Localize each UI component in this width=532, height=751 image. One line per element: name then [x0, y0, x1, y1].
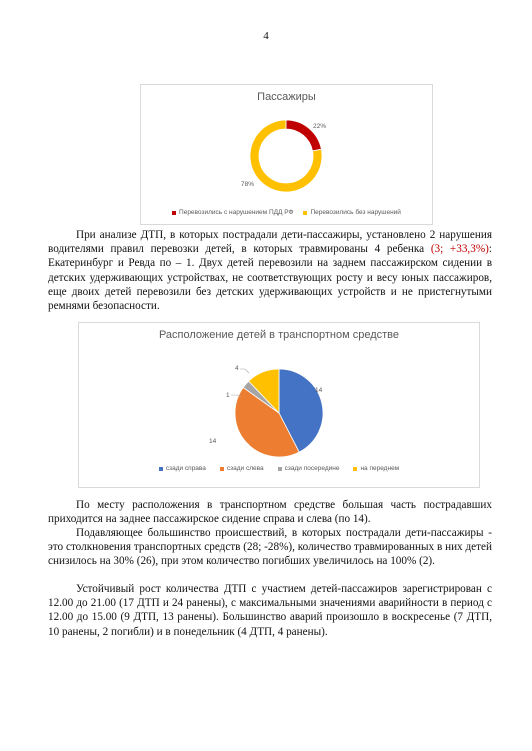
- legend-label-violation: Перевозились с нарушением ПДД РФ: [179, 209, 294, 216]
- position-chart: [78, 322, 480, 488]
- legend-item-rear-right: [159, 465, 206, 472]
- pie-label-middle: 1: [226, 392, 230, 399]
- donut-label-ok: 78%: [241, 181, 255, 188]
- legend-label-ok: Перевозились без нарушений: [310, 209, 401, 216]
- paragraph-time: Устойчивый рост количества ДТП с участием детей-пассажиров зарегистрирован с 12.00 до 21.00 (17 ДТП и 24 ранены), с максимальными значениями аварийности в период с 12.00 до 15.00 (9 ДТП, 13 ранены). Большинство аварий произошло в воскресенье (7 ДТП, 10 ранены, 2 погибли) и в понедельник (4 ДТП, 4 ранены).: [48, 583, 492, 638]
- p1-text-b: : Екатеринбург и Ревда по – 1. Двух детей перевозили на заднем пассажирском сидении в детских удерживающих устройствах, не соответствующих росту и весу юных пассажиров, еще двоих детей перевозили без детских удерживающих устройств и не пристегнутыми ремнями безопасности.: [48, 243, 492, 313]
- page-number: 4: [263, 30, 269, 42]
- legend-label-rear-right: сзади справа: [165, 465, 206, 472]
- position-chart-title: Расположение детей в транспортном средстве: [158, 329, 400, 341]
- p1-text-red: (3; +33,3%): [430, 243, 489, 256]
- legend-swatch-yellow2: [353, 467, 357, 471]
- donut-label-violation: 22%: [313, 123, 327, 130]
- legend-swatch-gray: [278, 467, 282, 471]
- paragraph-violations: [48, 228, 492, 313]
- legend-item-ok: [303, 209, 401, 216]
- legend-label-rear-left: сзади слева: [226, 465, 264, 472]
- legend-label-front: на переднем: [360, 465, 400, 472]
- pie-label-front: 4: [235, 365, 239, 372]
- legend-label-rear-middle: сзади посередине: [284, 465, 340, 472]
- legend-swatch-yellow: [303, 211, 307, 215]
- p1-text-a: При анализе ДТП, в которых пострадали дети-пассажиры, установлено 2 нарушения водителями правил перевозки детей, в которых травмированы 4 ребенка: [48, 229, 492, 256]
- passengers-chart: [140, 84, 433, 225]
- passengers-donut-svg: [141, 85, 432, 224]
- position-pie-svg: [79, 323, 479, 487]
- passengers-legend: [141, 209, 432, 216]
- pie-label-left: 14: [209, 438, 217, 445]
- paragraph-position: По месту расположения в транспортном средстве большая часть пострадавших приходится на заднее пассажирское сидение справа и слева (по 14).: [48, 499, 492, 526]
- position-legend: [79, 465, 479, 472]
- legend-swatch-orange: [220, 467, 224, 471]
- passengers-chart-title: Пассажиры: [257, 91, 316, 103]
- paragraph-collisions: Подавляющее большинство происшествий, в которых пострадали дети-пассажиры - это столкновения транспортных средств (28; -28%), количество травмированных в них детей снизилось на 30% (26), при этом количество погибших увеличилось на 100% (2).: [48, 527, 492, 568]
- leader-line-4: [240, 369, 249, 373]
- legend-swatch-red: [172, 211, 176, 215]
- pie-label-right: 14: [315, 387, 323, 394]
- legend-item-violation: [172, 209, 293, 216]
- legend-swatch-blue: [159, 467, 163, 471]
- legend-item-rear-middle: [278, 465, 340, 472]
- legend-item-rear-left: [220, 465, 264, 472]
- legend-item-front: [353, 465, 399, 472]
